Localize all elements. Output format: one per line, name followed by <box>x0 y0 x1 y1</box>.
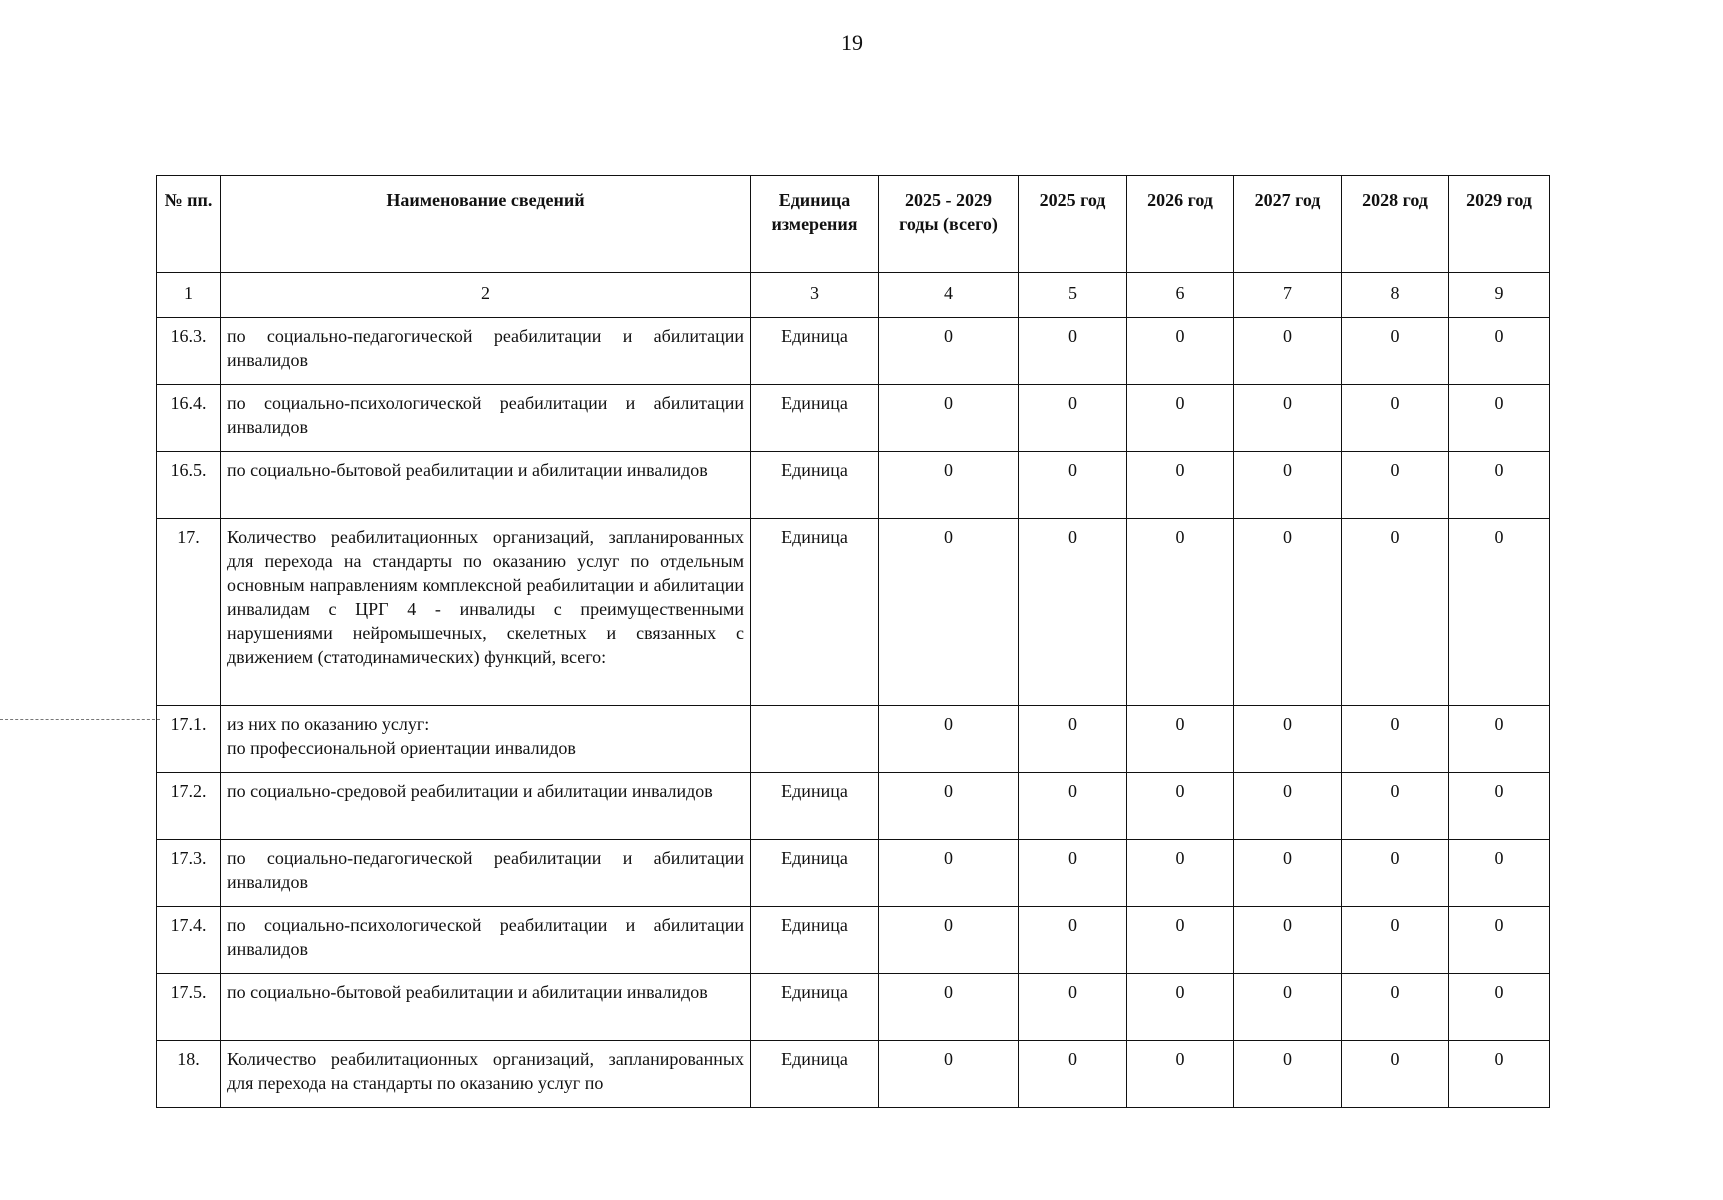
value-2028: 0 <box>1342 1041 1449 1108</box>
value-2028: 0 <box>1342 519 1449 706</box>
value-2025: 0 <box>1019 840 1127 907</box>
row-number: 17. <box>157 519 221 706</box>
value-2025: 0 <box>1019 706 1127 773</box>
row-name: по социально-бытовой реабилитации и абилитации инвалидов <box>221 452 751 519</box>
row-name: Количество реабилитационных организаций, запланированных для перехода на стандарты по оказанию услуг по отдельным основным направлениям комплексной реабилитации и абилитации инвалидам с ЦРГ 4 - инвалиды с преимущественными нарушениями нейромышечных, скелетных и связанных с движением (статодинамических) функций, всего: <box>221 519 751 706</box>
value-2029: 0 <box>1449 706 1550 773</box>
value-2026: 0 <box>1127 452 1234 519</box>
value-2026: 0 <box>1127 773 1234 840</box>
row-number: 17.2. <box>157 773 221 840</box>
row-name: по социально-педагогической реабилитации и абилитации инвалидов <box>221 840 751 907</box>
value-2026: 0 <box>1127 318 1234 385</box>
value-2025: 0 <box>1019 773 1127 840</box>
table-row <box>157 1041 1550 1108</box>
table-row <box>157 907 1550 974</box>
table-row <box>157 706 1550 773</box>
column-number: 1 <box>157 273 221 318</box>
value-total: 0 <box>879 840 1019 907</box>
value-2027: 0 <box>1234 840 1342 907</box>
value-2025: 0 <box>1019 519 1127 706</box>
value-total: 0 <box>879 385 1019 452</box>
value-2025: 0 <box>1019 452 1127 519</box>
table-row <box>157 519 1550 706</box>
value-2026: 0 <box>1127 974 1234 1041</box>
row-number: 17.3. <box>157 840 221 907</box>
value-2025: 0 <box>1019 907 1127 974</box>
row-name: Количество реабилитационных организаций, запланированных для перехода на стандарты по оказанию услуг по <box>221 1041 751 1108</box>
column-number: 8 <box>1342 273 1449 318</box>
row-name: по социально-бытовой реабилитации и абилитации инвалидов <box>221 974 751 1041</box>
value-2029: 0 <box>1449 773 1550 840</box>
header-2026: 2026 год <box>1127 176 1234 273</box>
value-total: 0 <box>879 907 1019 974</box>
header-2028: 2028 год <box>1342 176 1449 273</box>
value-2025: 0 <box>1019 974 1127 1041</box>
column-number: 3 <box>751 273 879 318</box>
row-number: 17.5. <box>157 974 221 1041</box>
value-total: 0 <box>879 974 1019 1041</box>
value-2028: 0 <box>1342 318 1449 385</box>
value-2028: 0 <box>1342 385 1449 452</box>
header-no: № пп. <box>157 176 221 273</box>
column-number: 4 <box>879 273 1019 318</box>
value-2027: 0 <box>1234 452 1342 519</box>
value-total: 0 <box>879 706 1019 773</box>
row-name: по социально-средовой реабилитации и абилитации инвалидов <box>221 773 751 840</box>
column-number: 6 <box>1127 273 1234 318</box>
header-2027: 2027 год <box>1234 176 1342 273</box>
row-name-line: из них по оказанию услуг: <box>227 714 430 734</box>
value-2029: 0 <box>1449 519 1550 706</box>
value-2029: 0 <box>1449 385 1550 452</box>
value-2027: 0 <box>1234 385 1342 452</box>
row-unit: Единица <box>751 840 879 907</box>
value-2028: 0 <box>1342 452 1449 519</box>
value-2029: 0 <box>1449 974 1550 1041</box>
value-total: 0 <box>879 519 1019 706</box>
page-number: 19 <box>841 30 863 55</box>
table-row <box>157 773 1550 840</box>
value-2029: 0 <box>1449 840 1550 907</box>
table-row <box>157 974 1550 1041</box>
value-2027: 0 <box>1234 519 1342 706</box>
value-2026: 0 <box>1127 1041 1234 1108</box>
row-number: 17.4. <box>157 907 221 974</box>
data-table <box>156 175 1550 1108</box>
row-unit: Единица <box>751 452 879 519</box>
row-unit: Единица <box>751 1041 879 1108</box>
value-2027: 0 <box>1234 1041 1342 1108</box>
row-number: 16.4. <box>157 385 221 452</box>
row-name-line: по профессиональной ориентации инвалидов <box>227 738 576 758</box>
column-number: 9 <box>1449 273 1550 318</box>
row-number: 16.5. <box>157 452 221 519</box>
value-2026: 0 <box>1127 840 1234 907</box>
value-2029: 0 <box>1449 907 1550 974</box>
row-number: 16.3. <box>157 318 221 385</box>
value-2027: 0 <box>1234 706 1342 773</box>
value-total: 0 <box>879 1041 1019 1108</box>
row-number: 18. <box>157 1041 221 1108</box>
value-2026: 0 <box>1127 385 1234 452</box>
value-2026: 0 <box>1127 907 1234 974</box>
value-2025: 0 <box>1019 1041 1127 1108</box>
table-row <box>157 318 1550 385</box>
header-2025: 2025 год <box>1019 176 1127 273</box>
value-total: 0 <box>879 452 1019 519</box>
row-unit: Единица <box>751 773 879 840</box>
header-name: Наименование сведений <box>221 176 751 273</box>
value-2028: 0 <box>1342 773 1449 840</box>
value-2025: 0 <box>1019 385 1127 452</box>
value-2028: 0 <box>1342 706 1449 773</box>
value-2028: 0 <box>1342 974 1449 1041</box>
table-row <box>157 385 1550 452</box>
value-2026: 0 <box>1127 519 1234 706</box>
row-name <box>221 706 751 773</box>
row-unit: Единица <box>751 318 879 385</box>
value-2027: 0 <box>1234 318 1342 385</box>
value-2029: 0 <box>1449 1041 1550 1108</box>
header-2029: 2029 год <box>1449 176 1550 273</box>
value-2027: 0 <box>1234 974 1342 1041</box>
value-2029: 0 <box>1449 452 1550 519</box>
column-number: 7 <box>1234 273 1342 318</box>
row-unit <box>751 706 879 773</box>
row-unit: Единица <box>751 519 879 706</box>
value-2027: 0 <box>1234 773 1342 840</box>
value-2028: 0 <box>1342 840 1449 907</box>
table-row <box>157 840 1550 907</box>
row-number: 17.1. <box>157 706 221 773</box>
row-name: по социально-психологической реабилитации и абилитации инвалидов <box>221 907 751 974</box>
value-2027: 0 <box>1234 907 1342 974</box>
row-unit: Единица <box>751 974 879 1041</box>
value-2026: 0 <box>1127 706 1234 773</box>
header-row <box>157 176 1550 273</box>
value-2028: 0 <box>1342 907 1449 974</box>
scan-margin-mark <box>0 719 160 720</box>
value-total: 0 <box>879 773 1019 840</box>
row-unit: Единица <box>751 907 879 974</box>
row-unit: Единица <box>751 385 879 452</box>
value-total: 0 <box>879 318 1019 385</box>
column-number: 2 <box>221 273 751 318</box>
value-2025: 0 <box>1019 318 1127 385</box>
header-total: 2025 - 2029 годы (всего) <box>879 176 1019 273</box>
table-row <box>157 452 1550 519</box>
column-number: 5 <box>1019 273 1127 318</box>
column-number-row <box>157 273 1550 318</box>
header-unit: Единица измерения <box>751 176 879 273</box>
value-2029: 0 <box>1449 318 1550 385</box>
row-name: по социально-педагогической реабилитации и абилитации инвалидов <box>221 318 751 385</box>
row-name: по социально-психологической реабилитации и абилитации инвалидов <box>221 385 751 452</box>
